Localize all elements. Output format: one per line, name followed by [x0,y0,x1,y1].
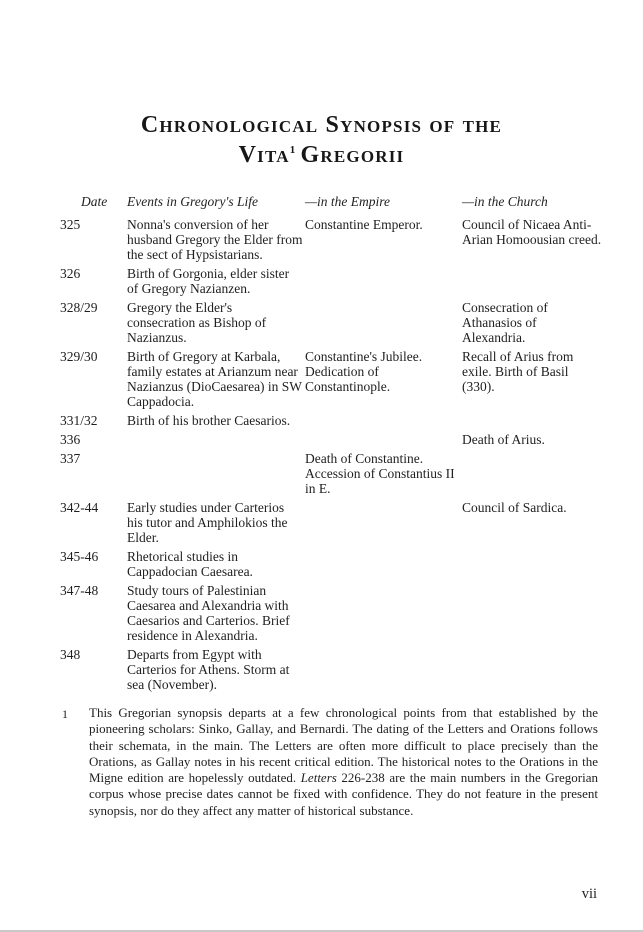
empire-cell: Constantine Emperor. [305,217,423,232]
life-cell: Study tours of Palestinian Caesarea and Alexandria with Caesarios and Carterios. Brief residence in Alexandria. [127,583,290,643]
footnote-seg-1: This Gregorian synopsis departs at a few chronological points from that established by the pioneering scholars: Sinko, Gallay, and Bernardi. The dating of the Letters and Orations follows their schemata, in the main. The Letters are often more difficult to place precisely than the Orations, as Gallay notes in his recent critical edition. The historical notes to the Orations in the Migne edition are hopelessly outdated. [89,705,598,786]
empire-cell [305,500,462,545]
column-header-date: Date [81,194,108,209]
church-cell: Council of Nicaea Anti-Arian Homoousian creed. [462,217,602,247]
date-cell: 337 [60,451,81,466]
empire-cell [305,300,462,345]
title-line-2 [0,140,643,170]
empire-cell [305,266,462,296]
column-header-church: —in the Church [462,194,548,209]
life-cell: Birth of Gregory at Karbala, family estates at Arianzum near Nazianzus (DioCaesarea) in SW Cappadocia. [127,349,302,409]
title-vita: Vita [238,142,290,168]
life-cell [127,432,305,447]
church-cell [462,451,604,496]
footnote [62,705,598,819]
church-cell: Council of Sardica. [462,500,567,515]
church-cell [462,266,604,296]
church-cell [462,549,604,579]
life-cell: Birth of Gorgonia, elder sister of Gregory Nazianzen. [127,266,290,296]
chronology-table [60,194,643,692]
column-header-empire: —in the Empire [305,194,390,209]
life-cell: Birth of his brother Caesarios. [127,413,291,428]
church-cell: Death of Arius. [462,432,545,447]
date-cell: 329/30 [60,349,98,364]
empire-cell [305,549,462,579]
life-cell: Gregory the Elder's consecration as Bishop of Nazianzus. [127,300,267,345]
empire-cell [305,413,462,428]
empire-cell: Constantine's Jubilee. Dedication of Constantinople. [305,349,423,394]
empire-cell [305,583,462,643]
empire-cell: Death of Constantine. Accession of Constantius II in E. [305,451,455,496]
church-cell: Recall of Arius from exile. Birth of Basil (330). [462,349,574,394]
footnote-text [89,705,598,819]
title-line-1: Chronological Synopsis of the [140,112,503,138]
page-title [0,110,643,170]
date-cell: 326 [60,266,81,281]
page-number: vii [581,886,597,902]
church-cell [462,647,604,692]
date-cell: 345-46 [60,549,99,564]
footnote-seg-italic: Letters [300,770,337,786]
life-cell [127,451,305,496]
life-cell: Nonna's conversion of her husband Gregory the Elder from the sect of Hypsistarians. [127,217,303,262]
date-cell: 348 [60,647,81,662]
church-cell [462,583,604,643]
life-cell: Departs from Egypt with Carterios for Athens. Storm at sea (November). [127,647,290,692]
life-cell: Rhetorical studies in Cappadocian Caesarea. [127,549,253,579]
empire-cell [305,647,462,692]
church-cell [462,413,604,428]
empire-cell [305,432,462,447]
date-cell: 336 [60,432,81,447]
footnote-marker: 1 [62,707,68,721]
column-header-life: Events in Gregory's Life [127,194,258,209]
life-cell: Early studies under Carterios his tutor and Amphilokios the Elder. [127,500,288,545]
date-cell: 328/29 [60,300,98,315]
date-cell: 347-48 [60,583,99,598]
date-cell: 325 [60,217,81,232]
church-cell: Consecration of Athanasios of Alexandria. [462,300,548,345]
footnote-ref-superscript: 1 [289,144,296,156]
title-gregorii: Gregorii [300,142,405,168]
footnote-seg-3: 226-238 are the main numbers in the Gregorian corpus whose precise dates cannot be fixed with confidence. They do not feature in the present synopsis, nor do they affect any matter of historical substance. [89,770,598,818]
date-cell: 331/32 [60,413,98,428]
date-cell: 342-44 [60,500,99,515]
